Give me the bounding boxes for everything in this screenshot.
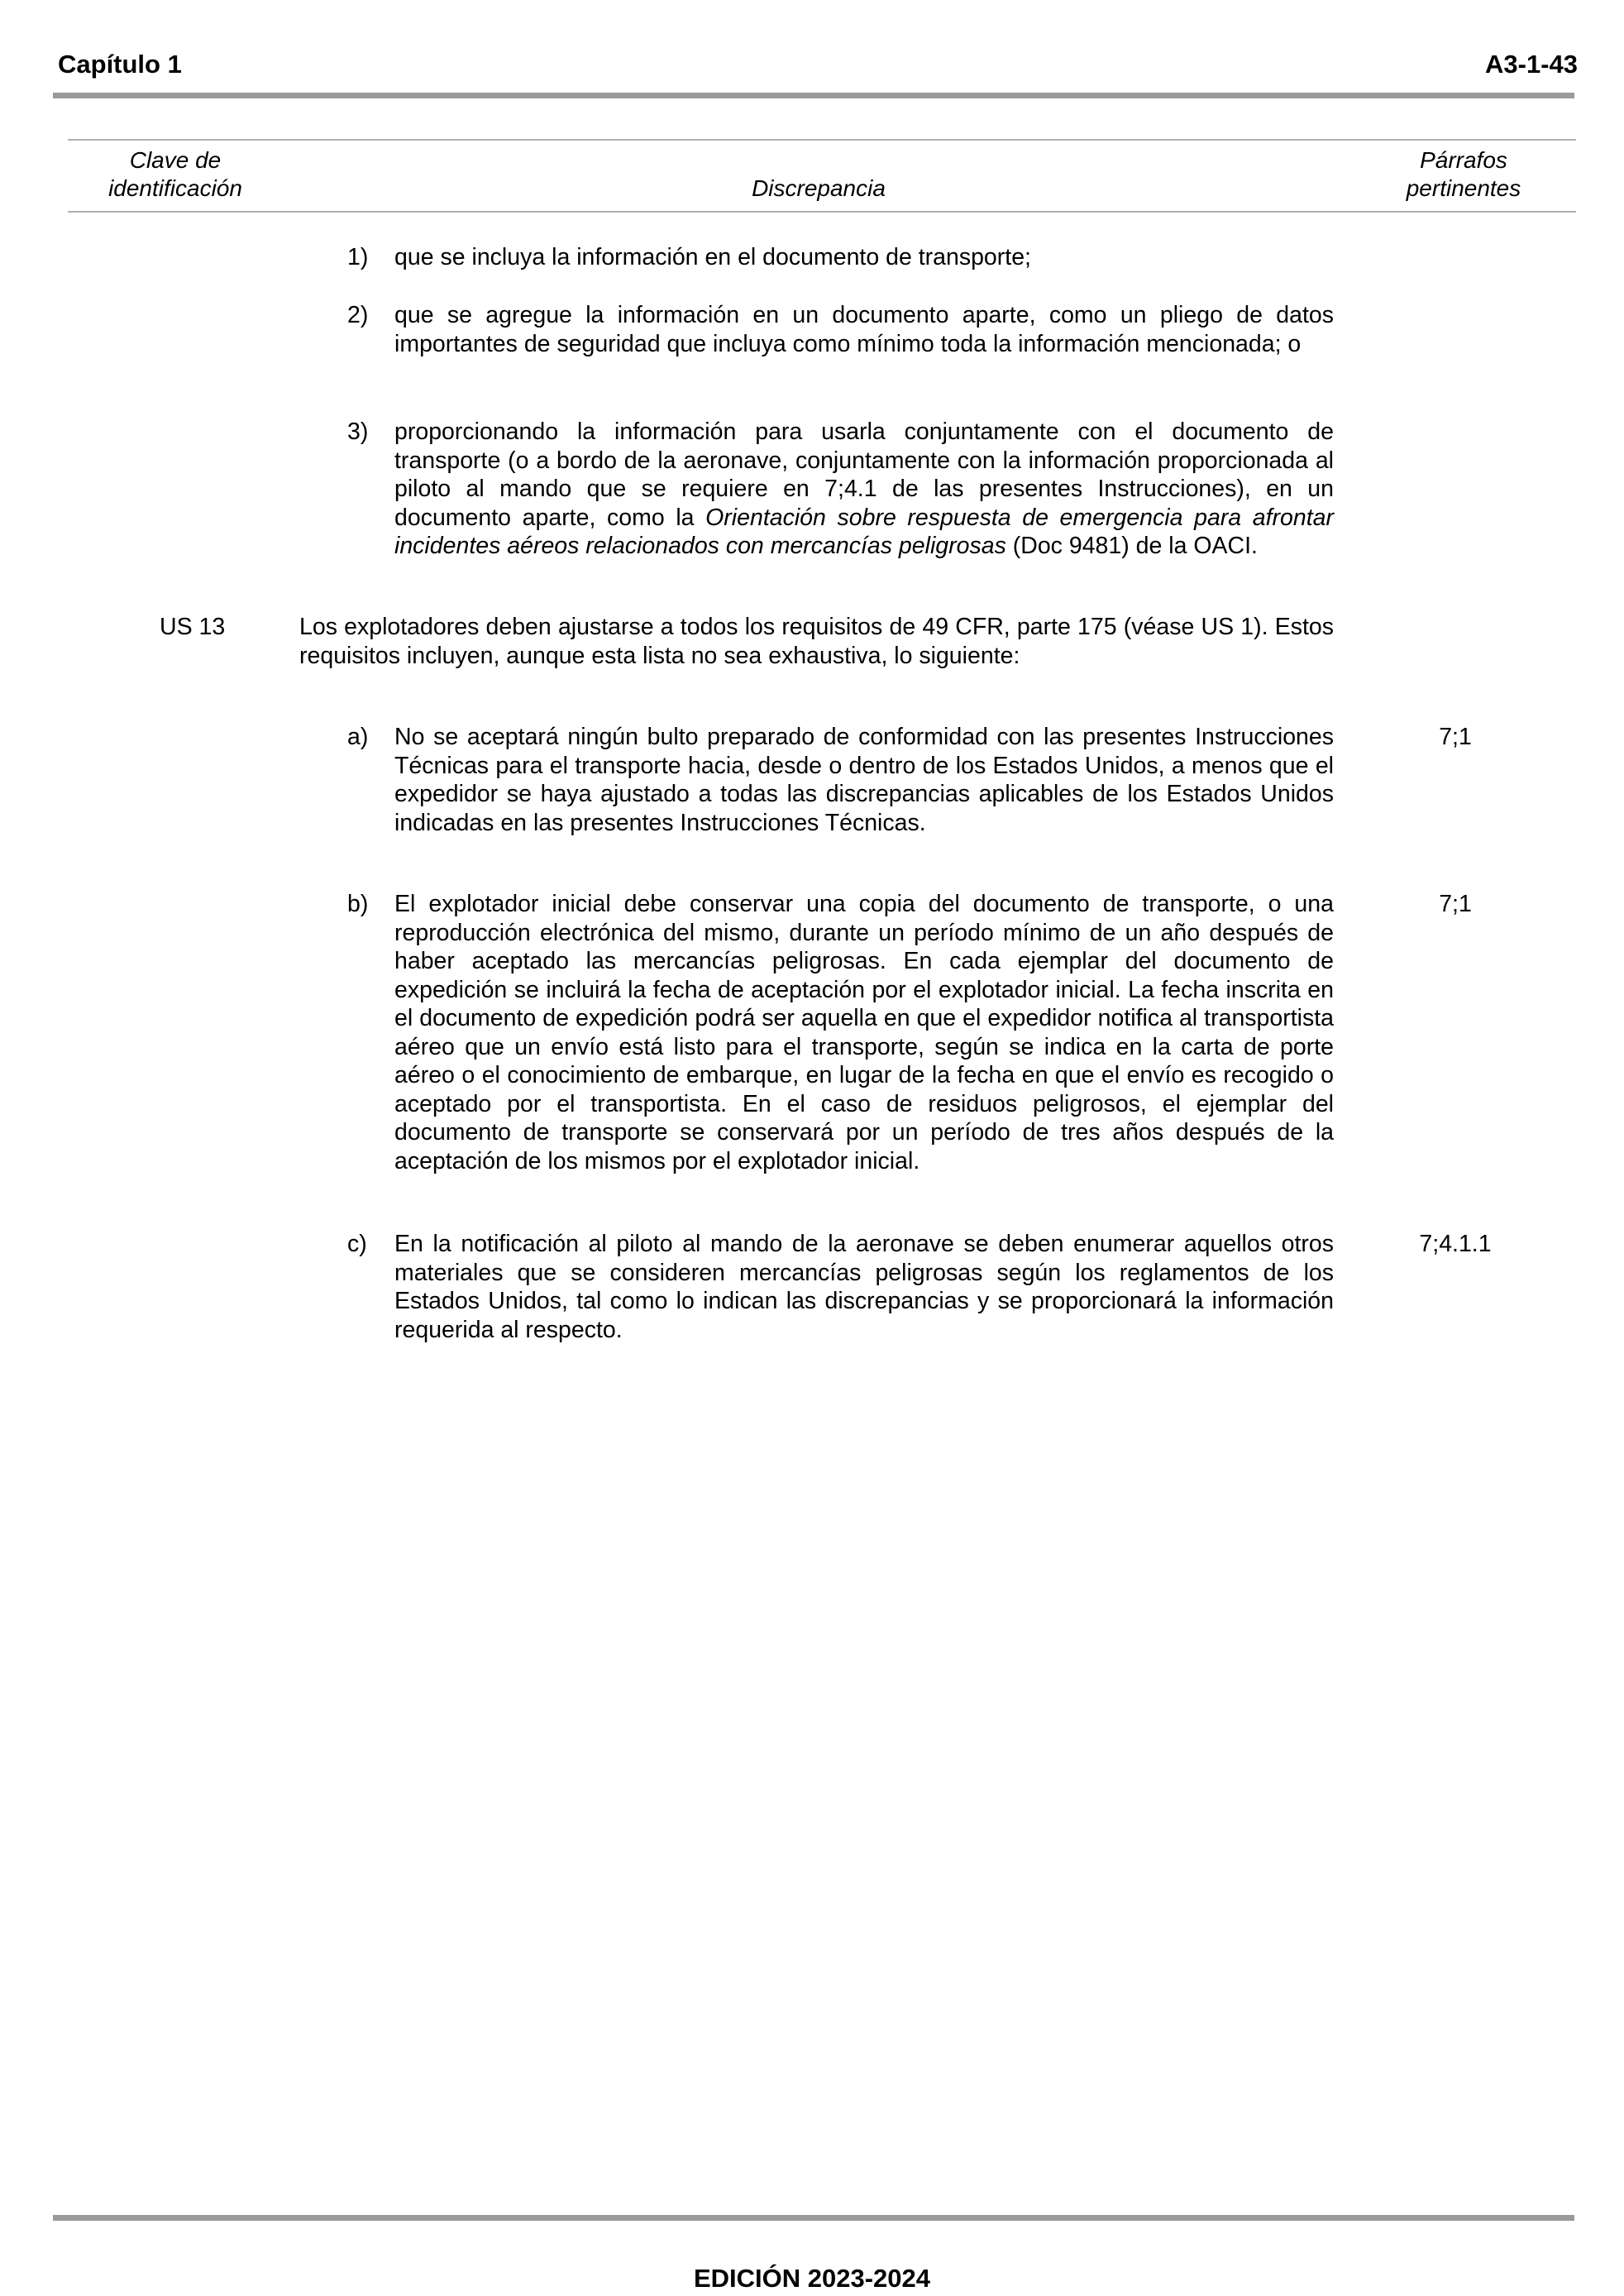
chapter-title: Capítulo 1	[58, 50, 182, 79]
column-header-key	[68, 146, 283, 203]
item-3-text-part1: proporcionando la información para usarla conjuntamente con el documento de transporte (o a bordo de la aeronave, conjuntamente con la información proporcionada al piloto al mando que se requiere en 7;4.1 de las presentes Instrucciones), en un documento aparte, como la	[394, 419, 1334, 531]
edition-footer: EDICIÓN 2023-2024	[693, 2264, 931, 2293]
item-c-marker: c)	[347, 1231, 367, 1257]
table-top-rule	[68, 139, 1576, 141]
item-3-doc-title: Orientación sobre respuesta de emergencia para afrontar incidentes aéreos relacionados con mercancías peligrosas	[394, 504, 1334, 559]
item-2-marker: 2)	[347, 302, 369, 328]
column-header-key-line2: identificación	[108, 175, 242, 201]
column-header-discrepancy: Discrepancia	[752, 175, 886, 201]
page-header	[58, 50, 1578, 86]
item-a-ref: 7;1	[1439, 724, 1472, 750]
item-b-ref: 7;1	[1439, 891, 1472, 917]
item-b-text: El explotador inicial debe conservar una copia del documento de transporte, o una reproducción electrónica del mismo, durante un período mínimo de un año después de haber aceptado las mercancías peligrosas. En cada ejemplar del documento de expedición se incluirá la fecha de aceptación por el explotador inicial. La fecha inscrita en el documento de expedición podrá ser aquella en que el expedidor notifica al transportista aéreo que un envío está listo para el transporte, según se indica en la carta de porte aéreo o el conocimiento de embarque, en lugar de la fecha en que el envío es recogido o aceptado por el transportista. En el caso de residuos peligrosos, el ejemplar del documento de transporte se conservará por un período de tres años después de la aceptación de los mismos por el explotador inicial.	[394, 891, 1334, 1174]
item-a-text: No se aceptará ningún bulto preparado de conformidad con las presentes Instrucciones Técnicas para el transporte hacia, desde o dentro de los Estados Unidos, a menos que el expedidor se haya ajustado a todas las discrepancias aplicables de los Estados Unidos indicadas en las presentes Instrucciones Técnicas.	[394, 724, 1334, 836]
table-header-rule	[68, 211, 1576, 213]
column-header-refs	[1364, 146, 1563, 203]
column-header-refs-line1: Párrafos	[1420, 147, 1507, 173]
footer-rule	[53, 2215, 1574, 2221]
item-1-marker: 1)	[347, 244, 369, 270]
item-2-text: que se agregue la información en un documento aparte, como un pliego de datos importantes de seguridad que incluya como mínimo toda la información mencionada; o	[394, 302, 1334, 357]
column-header-refs-line2: pertinentes	[1406, 175, 1521, 201]
item-c-text: En la notificación al piloto al mando de la aeronave se deben enumerar aquellos otros materiales que se consideren mercancías peligrosas según los reglamentos de los Estados Unidos, tal como lo indican las discrepancias y se proporcionará la información requerida al respecto.	[394, 1231, 1334, 1343]
item-3-text-part2: (Doc 9481) de la OACI.	[1005, 533, 1258, 559]
item-1-text: que se incluya la información en el documento de transporte;	[394, 244, 1031, 270]
item-3-text	[394, 418, 1334, 561]
entry-key: US 13	[160, 614, 226, 640]
item-c-ref: 7;4.1.1	[1419, 1231, 1492, 1257]
column-header-key-line1: Clave de	[129, 147, 222, 173]
entry-intro: Los explotadores deben ajustarse a todos los requisitos de 49 CFR, parte 175 (véase US 1). Estos requisitos incluyen, aunque esta lista no sea exhaustiva, lo siguiente:	[299, 614, 1334, 669]
item-b-marker: b)	[347, 891, 369, 917]
item-3-marker: 3)	[347, 419, 369, 445]
header-rule	[53, 93, 1574, 98]
item-a-marker: a)	[347, 724, 369, 750]
page-number: A3-1-43	[1485, 50, 1578, 79]
